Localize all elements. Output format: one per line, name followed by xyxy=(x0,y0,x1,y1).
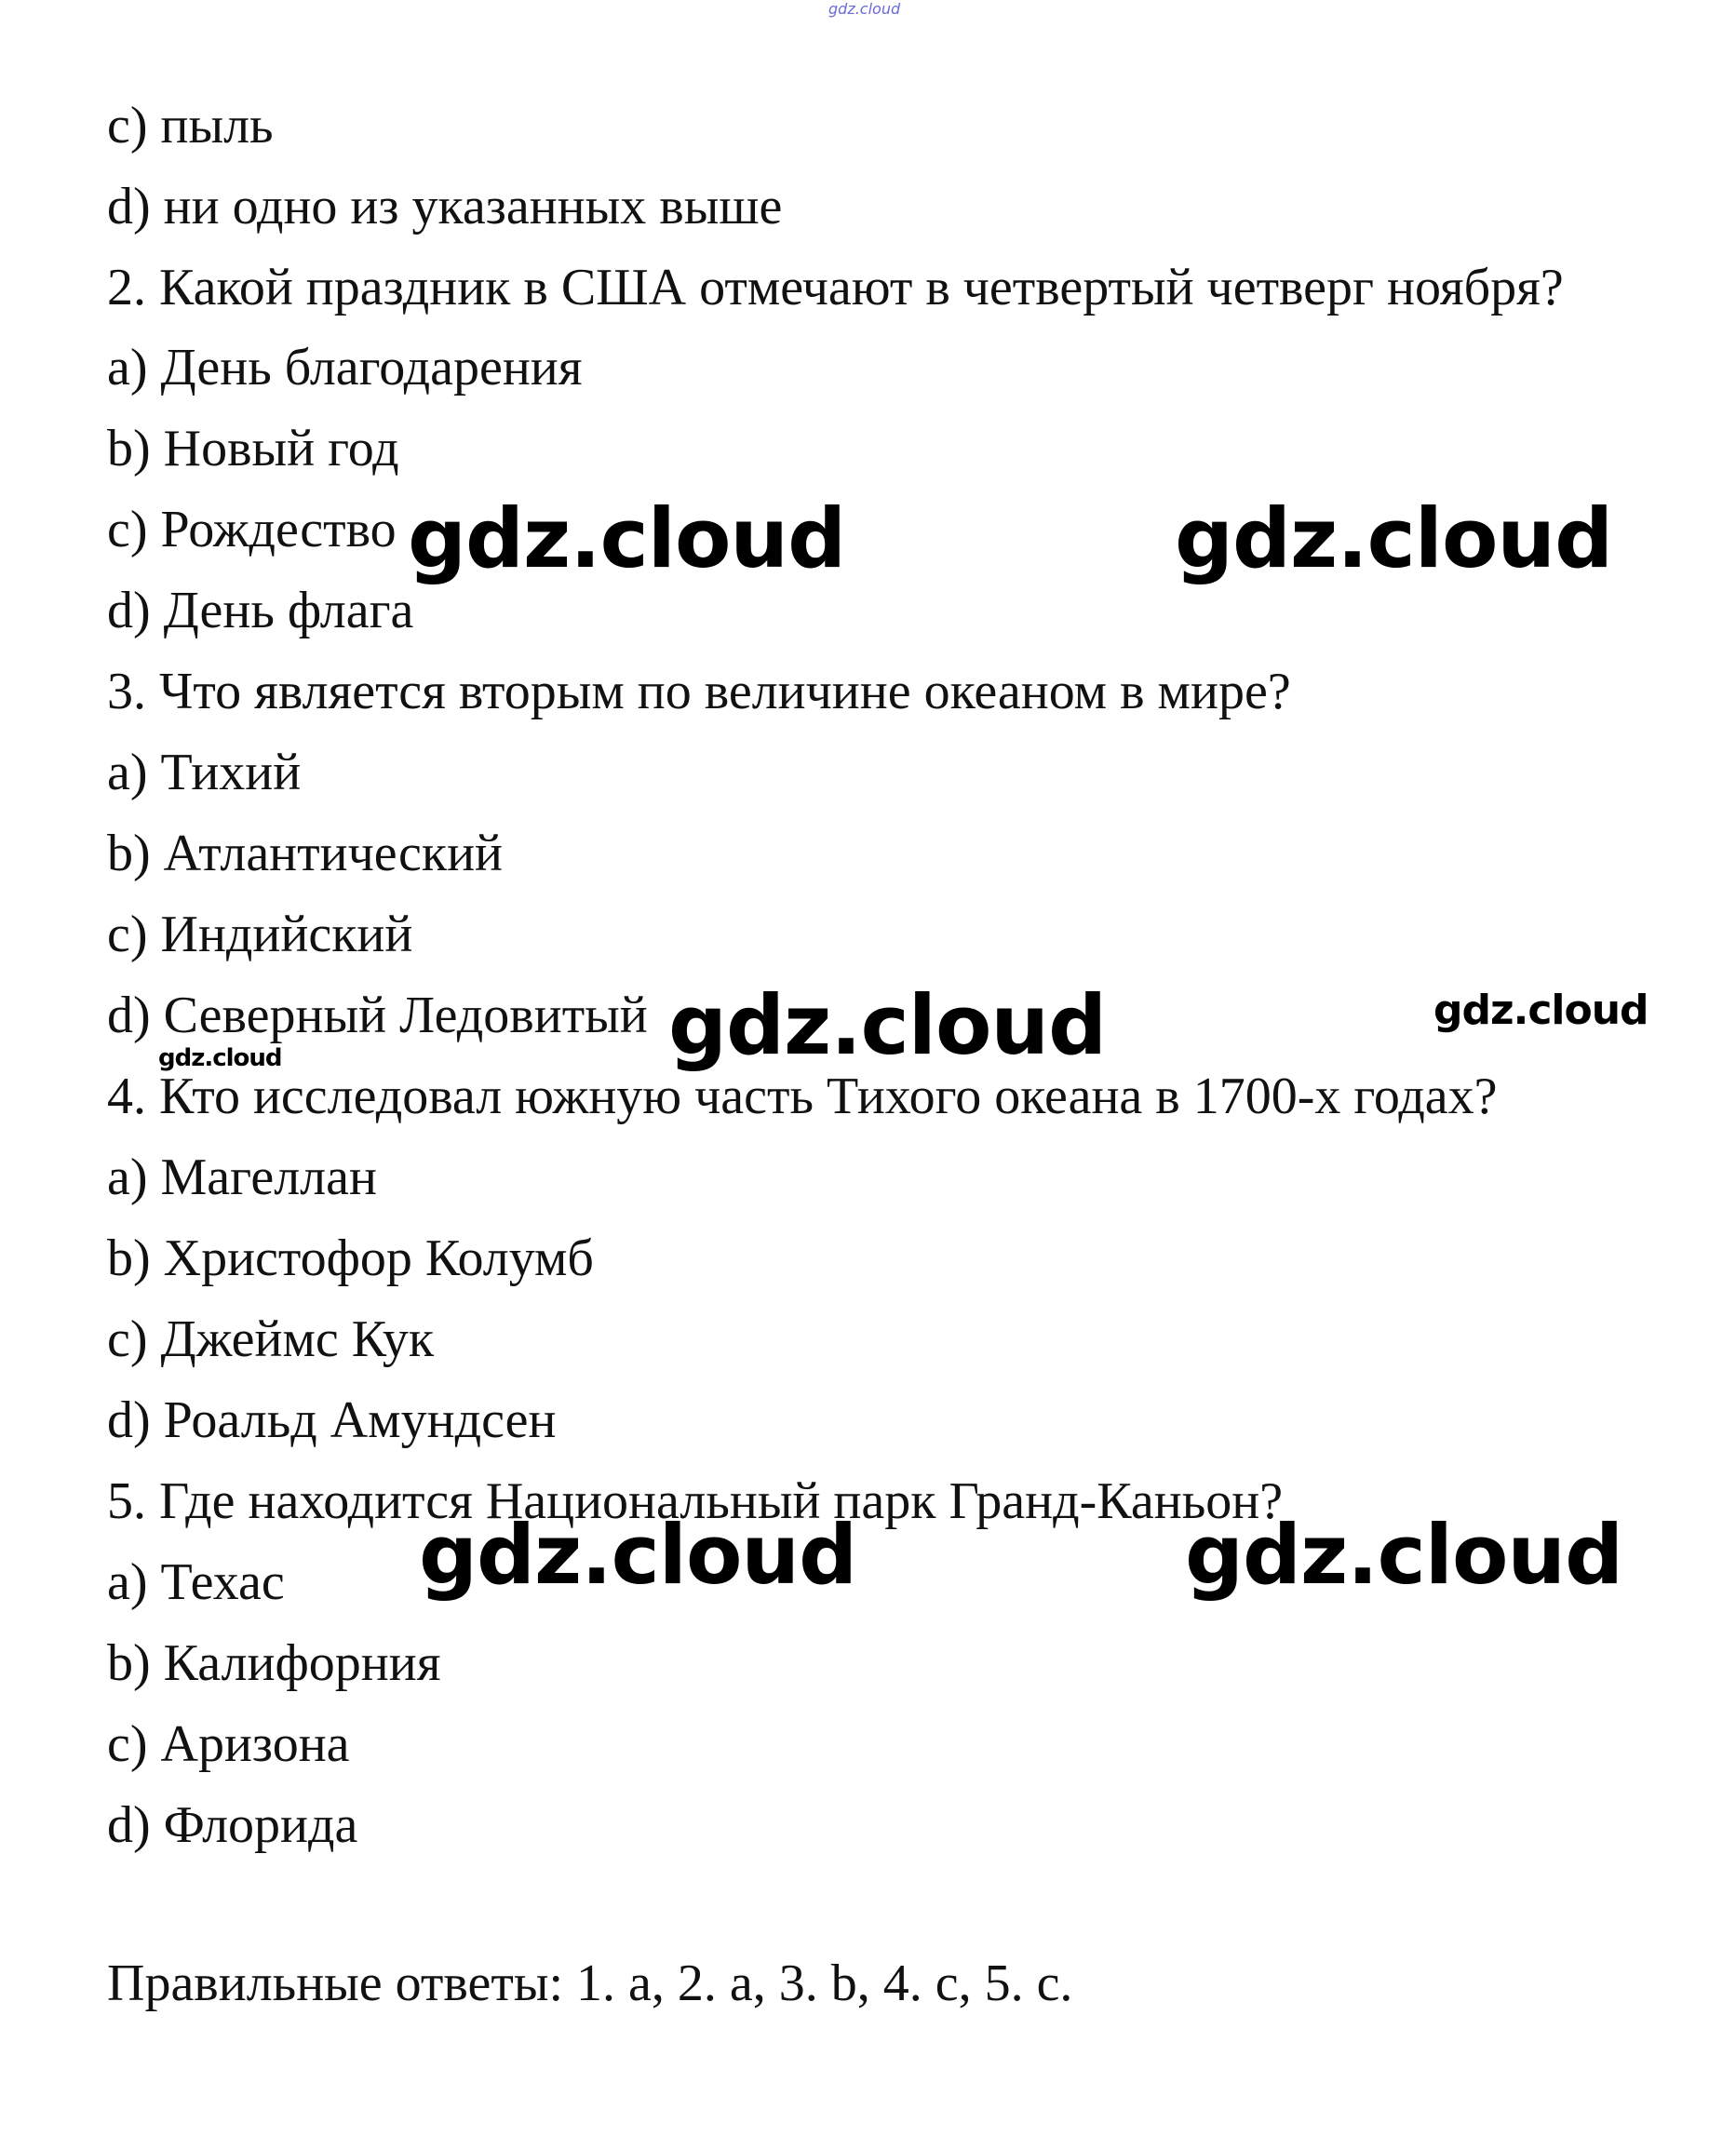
option-5d: d) Флорида xyxy=(107,1796,358,1854)
question-4: 4. Кто исследовал южную часть Тихого океана в 1700-х годах? xyxy=(107,1068,1498,1125)
option-5a: a) Техас xyxy=(107,1553,285,1611)
option-2d: d) День флага xyxy=(107,582,414,639)
watermark-top: gdz.cloud xyxy=(828,0,901,18)
question-2: 2. Какой праздник в США отмечают в четвертый четверг ноября? xyxy=(107,259,1564,316)
watermark: gdz.cloud xyxy=(1185,1507,1623,1603)
option-5b: b) Калифорния xyxy=(107,1634,441,1692)
watermark: gdz.cloud xyxy=(408,490,846,586)
option-5c: c) Аризона xyxy=(107,1715,350,1773)
option-2b: b) Новый год xyxy=(107,420,399,477)
option-4a: a) Магеллан xyxy=(107,1149,377,1206)
watermark: gdz.cloud xyxy=(419,1507,857,1603)
watermark: gdz.cloud xyxy=(1175,490,1613,586)
option-2a: a) День благодарения xyxy=(107,339,583,396)
option-3c: c) Индийский xyxy=(107,906,413,963)
watermark: gdz.cloud xyxy=(158,1044,282,1072)
watermark: gdz.cloud xyxy=(668,977,1107,1073)
option-1c: c) пыль xyxy=(107,97,274,154)
option-3d: d) Северный Ледовитый xyxy=(107,987,648,1044)
option-4d: d) Роальд Амундсен xyxy=(107,1391,557,1449)
option-2c: c) Рождество xyxy=(107,501,397,558)
watermark: gdz.cloud xyxy=(1433,987,1649,1034)
option-4c: c) Джеймс Кук xyxy=(107,1310,435,1368)
option-3b: b) Атлантический xyxy=(107,825,504,882)
option-3a: a) Тихий xyxy=(107,744,302,801)
question-5: 5. Где находится Национальный парк Гранд-Каньон? xyxy=(107,1472,1284,1530)
correct-answers: Правильные ответы: 1. a, 2. a, 3. b, 4. c, 5. c. xyxy=(107,1955,1073,2012)
question-3: 3. Что является вторым по величине океаном в мире? xyxy=(107,663,1291,720)
option-1d: d) ни одно из указанных выше xyxy=(107,178,783,235)
option-4b: b) Христофор Колумб xyxy=(107,1229,594,1287)
